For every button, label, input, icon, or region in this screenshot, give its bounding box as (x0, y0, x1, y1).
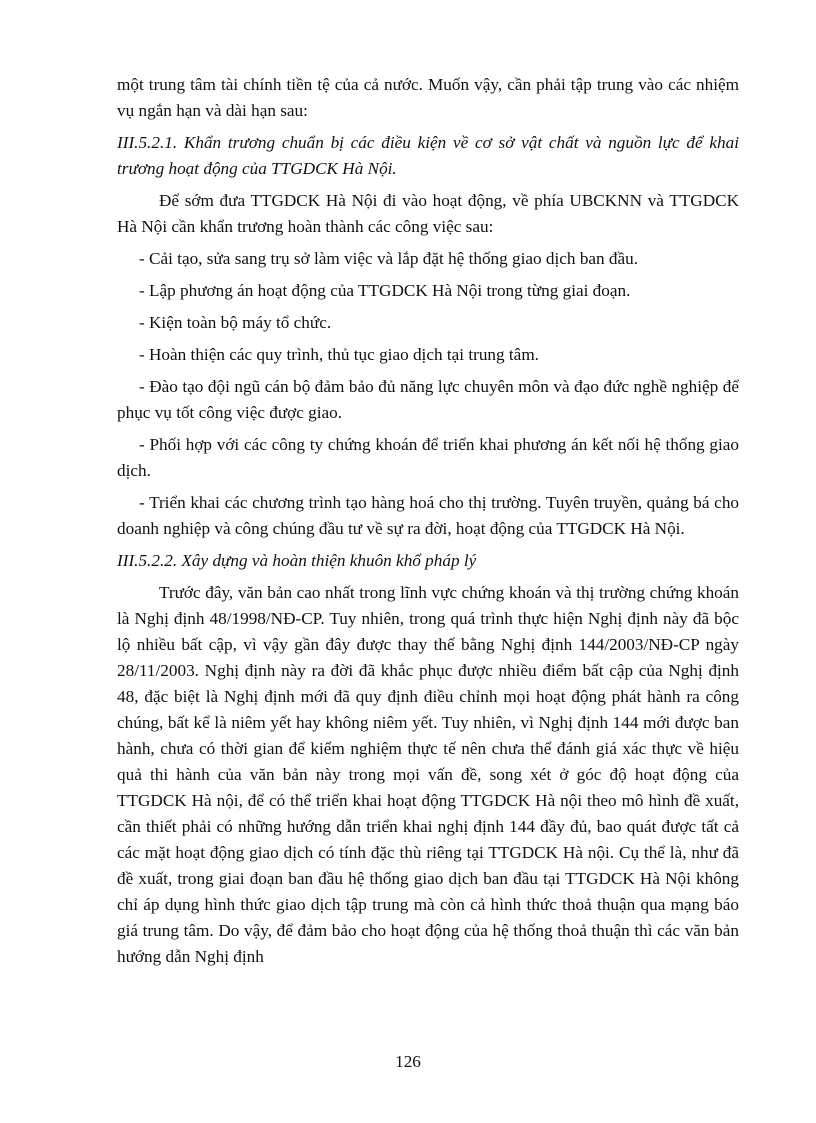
intro-paragraph: một trung tâm tài chính tiền tệ của cả nước. Muốn vậy, cần phải tập trung vào các nhiệm vụ ngắn hạn và dài hạn sau: (117, 75, 739, 120)
section2-body-paragraph: Trước đây, văn bản cao nhất trong lĩnh vực chứng khoán và thị trường chứng khoán là Nghị định 48/1998/NĐ-CP. Tuy nhiên, trong quá trình thực hiện Nghị định này đã bộc lộ nhiều bất cập, vì vậy gần đây được thay thế bằng Nghị định 144/2003/NĐ-CP ngày 28/11/2003. Nghị định này ra đời đã khắc phục được nhiều điểm bất cập của Nghị định 48, đặc biệt là Nghị định mới đã quy định điều chỉnh mọi hoạt động phát hành ra công chúng, bất kể là niêm yết hay không niêm yết. Tuy nhiên, vì Nghị định 144 mới được ban hành, chưa có thời gian để kiểm nghiệm thực tế nên chưa thể đánh giá xác thực về hiệu quả thi hành của văn bản này trong mọi vấn đề, song xét ở góc độ hoạt động của TTGDCK Hà nội, để có thể triển khai hoạt động TTGDCK Hà nội theo mô hình đề xuất, cần thiết phải có những hướng dẫn triển khai nghị định 144 đầy đủ, bao quát được tất cả các mặt hoạt động giao dịch có tính đặc thù riêng tại TTGDCK Hà nội. Cụ thể là, như đã đề xuất, trong giai đoạn ban đầu hệ thống giao dịch ban đầu tại TTGDCK Hà Nội không chỉ áp dụng hình thức giao dịch tập trung mà còn cả hình thức thoả thuận qua mạng báo giá trung tâm. Do vậy, để đảm bảo cho hoạt động của hệ thống thoả thuận thì các văn bản hướng dẫn Nghị định (117, 583, 739, 966)
list-item: - Hoàn thiện các quy trình, thủ tục giao dịch tại trung tâm. (139, 345, 539, 364)
document-page (117, 72, 739, 976)
page-number: 126 (395, 1052, 421, 1071)
list-item: - Triển khai các chương trình tạo hàng hoá cho thị trường. Tuyên truyền, quảng bá cho doanh nghiệp và công chúng đầu tư về sự ra đời, hoạt động của TTGDCK Hà Nội. (117, 493, 739, 538)
list-item: - Cải tạo, sửa sang trụ sở làm việc và lắp đặt hệ thống giao dịch ban đầu. (139, 249, 639, 268)
section-heading-iii-5-2-2: III.5.2.2. Xây dựng và hoàn thiện khuôn khổ pháp lý (117, 551, 477, 570)
section-heading-iii-5-2-1: III.5.2.1. Khẩn trương chuẩn bị các điều kiện về cơ sở vật chất và nguồn lực để khai trương hoạt động của TTGDCK Hà Nội. (117, 133, 739, 178)
list-item: - Phối hợp với các công ty chứng khoán để triển khai phương án kết nối hệ thống giao dịch. (117, 435, 739, 480)
list-item: - Lập phương án hoạt động của TTGDCK Hà Nội trong từng giai đoạn. (139, 281, 631, 300)
list-item: - Kiện toàn bộ máy tổ chức. (139, 313, 332, 332)
section1-lead-paragraph: Để sớm đưa TTGDCK Hà Nội đi vào hoạt động, về phía UBCKNN và TTGDCK Hà Nội cần khẩn trương hoàn thành các công việc sau: (117, 191, 739, 236)
list-item: - Đào tạo đội ngũ cán bộ đảm bảo đủ năng lực chuyên môn và đạo đức nghề nghiệp để phục vụ tốt công việc được giao. (117, 377, 739, 422)
